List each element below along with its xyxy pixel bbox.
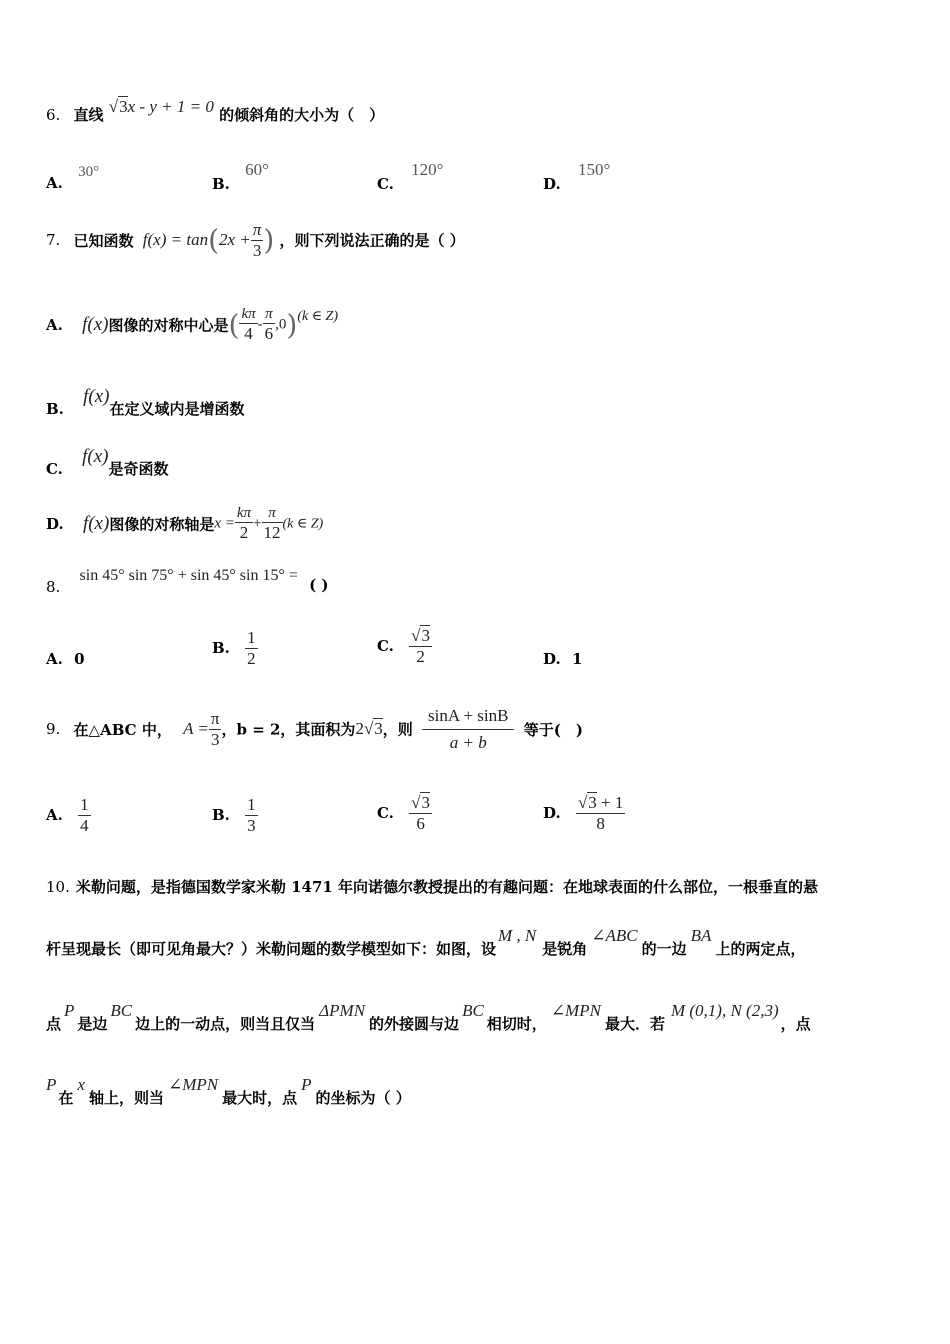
- q7-a-zero: ,0: [275, 316, 287, 333]
- q9-b-eq: ，b = 2，其面积为: [221, 720, 356, 739]
- q9-c-num: 3: [421, 793, 430, 812]
- q9-fden: a + b: [422, 729, 514, 753]
- q10-l3-BC2: BC: [462, 1001, 484, 1020]
- q8-expression: sin 45° sin 75° + sin 45° sin 15° =: [79, 567, 298, 584]
- q6-option-d-value: 150°: [577, 160, 611, 179]
- q10-l3-MN-coords: M (0,1), N (2,3): [670, 1001, 779, 1020]
- q10-l3-P: P: [64, 1001, 75, 1020]
- q6-option-a-value: 30°: [78, 164, 100, 180]
- q8-option-d-label: D.: [543, 650, 561, 668]
- q10-line-1-text: 米勒问题，是指德国数学家米勒 1471 年向诺德尔教授提出的有趣问题：在地球表面的什么部位，一根垂直的悬: [75, 878, 819, 896]
- q10-l2-ABC: ∠ABC: [591, 926, 638, 945]
- q9-a-num: 1: [80, 795, 89, 814]
- q7-d-twelve: 12: [263, 523, 281, 543]
- q6-option-a[interactable]: [46, 162, 100, 192]
- q7-option-a[interactable]: [46, 306, 338, 344]
- q6-option-d[interactable]: [543, 160, 611, 193]
- q10-l2-d: 上的两定点，: [715, 940, 806, 958]
- q9-d-den: 8: [576, 813, 625, 834]
- q9-d-num: 3: [588, 793, 597, 812]
- q9-three: 3: [209, 729, 222, 750]
- q10-l4-angle: ∠MPN: [167, 1075, 219, 1094]
- q6-tail: 的倾斜角的大小为（ ）: [219, 106, 385, 124]
- q8-c-num-wrap: √3: [411, 626, 430, 645]
- q9-option-d[interactable]: [543, 793, 625, 833]
- q9-b-num: 1: [247, 795, 256, 814]
- q8-b-den: 2: [247, 648, 256, 668]
- q8-option-d-value: 1: [571, 650, 583, 668]
- q8-option-b-label: B.: [212, 639, 230, 658]
- q8-number: 8.: [46, 578, 61, 596]
- q10-l3-c: 边上的一动点，则当且仅当: [135, 1015, 316, 1033]
- q8-option-d[interactable]: [543, 650, 582, 668]
- q8-c-den: 2: [409, 646, 432, 667]
- q7-a-kpi-over-4: [239, 306, 257, 344]
- q6-option-b[interactable]: [212, 160, 269, 193]
- q10-l2-a: 杆呈现最长（即可见角最大？）米勒问题的数学模型如下：如图，设: [46, 940, 497, 958]
- q9-option-c-label: C.: [377, 804, 394, 823]
- q10-l4-a: 在: [58, 1089, 74, 1107]
- q7-d-kpi-over-2: [235, 505, 253, 543]
- q9-option-a[interactable]: [46, 795, 91, 835]
- q10-l2-c: 的一边: [641, 940, 687, 958]
- q10-l3-b: 是边: [77, 1015, 108, 1033]
- q7-lead: 已知函数: [73, 231, 134, 250]
- q9-pi: π: [210, 709, 220, 728]
- q7-option-c-text: 是奇函数: [108, 460, 169, 478]
- q7-pi: π: [252, 220, 262, 239]
- q9-d-num-wrap: √3 + 1: [577, 793, 624, 812]
- q10-line-1: [46, 876, 818, 897]
- q10-l3-PMN: ΔPMN: [319, 1001, 366, 1020]
- q6-option-c[interactable]: [377, 160, 444, 193]
- q10-l4-P2: P: [301, 1075, 312, 1094]
- q7-a-four: 4: [239, 323, 257, 344]
- q9-option-a-label: A.: [46, 806, 63, 825]
- q6-option-a-label: A.: [46, 174, 63, 192]
- q7-a-minus: -: [257, 316, 263, 333]
- q7-a-rparen: ): [286, 308, 298, 342]
- q9-option-b[interactable]: [212, 795, 258, 835]
- q7-a-cond: (k ∈ Z): [297, 309, 338, 325]
- q8-option-c-fraction: [409, 626, 432, 666]
- q6-option-d-label: D.: [543, 175, 561, 193]
- q7-d-xeq: x =: [214, 515, 235, 532]
- q10-line-4: [46, 1074, 411, 1107]
- q7-tail: ，则下列说法正确的是（ ）: [279, 231, 465, 250]
- q6-eq-rest: x - y + 1 = 0: [127, 97, 214, 116]
- q9-option-a-fraction: [78, 795, 91, 835]
- q9-lead: 在△ABC 中，: [73, 720, 172, 739]
- q7-option-c-fx: f(x): [82, 446, 109, 467]
- q7-option-d-text: 图像的对称轴是: [109, 515, 215, 534]
- q10-line-2: [46, 925, 806, 958]
- q6-eq-sqrt3: 3: [119, 97, 128, 116]
- q6-option-c-label: C.: [377, 175, 394, 193]
- q10-l2-MN: M , N: [498, 926, 537, 945]
- q7-option-d-label: D.: [46, 514, 64, 533]
- q9-fnum: sinA + sinB: [428, 706, 509, 725]
- q7-a-lparen: (: [228, 308, 240, 342]
- q8-c-num: 3: [421, 626, 430, 645]
- q7-option-b-fx: f(x): [83, 386, 110, 407]
- q9-stem: [46, 706, 583, 752]
- q7-a-pi: π: [265, 306, 273, 322]
- q8-option-c[interactable]: [377, 626, 432, 666]
- q6-equation: √3x - y + 1 = 0: [108, 97, 214, 116]
- q8-option-b-fraction: [245, 628, 258, 668]
- q7-option-a-fx: f(x): [82, 313, 109, 335]
- q8-stem: [46, 566, 329, 596]
- q10-number: 10.: [46, 878, 70, 896]
- q7-option-a-label: A.: [46, 315, 63, 334]
- q8-b-num: 1: [247, 628, 256, 647]
- q7-a-kpi: kπ: [241, 306, 256, 322]
- q7-option-b-label: B.: [46, 400, 64, 418]
- q10-l4-c: 最大时，点: [222, 1089, 298, 1107]
- q6-option-b-value: 60°: [245, 160, 269, 179]
- q10-l3-d: 的外接圆与边: [369, 1015, 460, 1033]
- q9-tail: 等于( ): [523, 720, 583, 739]
- q9-option-b-fraction: [245, 795, 258, 835]
- q8-tail: ( ): [309, 576, 329, 594]
- q7-option-d-fx: f(x): [82, 512, 110, 534]
- q7-f-lhs: f(x) = tan: [142, 230, 209, 250]
- q9-option-d-label: D.: [543, 804, 561, 823]
- q7-option-a-text: 图像的对称中心是: [108, 316, 229, 335]
- q10-l4-P: P: [46, 1075, 57, 1094]
- q9-option-c-fraction: [409, 793, 432, 833]
- q9-area-2: 2: [355, 719, 364, 739]
- q7-d-two: 2: [235, 522, 253, 543]
- q8-option-b[interactable]: [212, 628, 258, 668]
- q7-d-plus: +: [253, 515, 262, 532]
- q9-c-num-wrap: √3: [411, 793, 430, 812]
- q9-fraction: [422, 706, 514, 752]
- q6-option-c-value: 120°: [411, 160, 444, 179]
- q9-pi-over-3: [209, 709, 222, 749]
- q7-option-c-label: C.: [46, 460, 63, 478]
- q10-l3-BC: BC: [110, 1001, 133, 1020]
- q9-area-3: 3: [374, 719, 383, 739]
- q7-lparen: (: [208, 223, 220, 257]
- q10-l2-b: 是锐角: [542, 940, 588, 958]
- q6-stem: [46, 97, 385, 125]
- q8-option-c-label: C.: [377, 637, 394, 656]
- q10-l3-e: 相切时，: [486, 1015, 547, 1033]
- q7-d-pi: π: [268, 505, 276, 521]
- q7-d-cond: (k ∈ Z): [282, 516, 324, 532]
- q10-l4-b: 轴上，则当: [88, 1089, 164, 1107]
- q9-b-den: 3: [247, 815, 256, 835]
- q7-stem: [46, 220, 465, 260]
- q9-A-eq: A =: [183, 719, 209, 739]
- q10-l3-f: 最大．若: [604, 1015, 665, 1033]
- q6-option-b-label: B.: [212, 175, 230, 193]
- q7-option-b[interactable]: [46, 386, 245, 418]
- q9-number: 9.: [46, 720, 61, 739]
- q9-then: ，则: [382, 720, 413, 739]
- q7-number: 7.: [46, 231, 61, 250]
- q10-l3-a: 点: [46, 1015, 62, 1033]
- q7-option-d[interactable]: [46, 505, 323, 543]
- q10-l4-x: x: [77, 1075, 85, 1094]
- q8-option-a-value: 0: [74, 650, 85, 668]
- q9-area: 2√3: [355, 719, 383, 739]
- q9-a-den: 4: [80, 815, 89, 835]
- q7-a-pi-over-6: [263, 306, 276, 344]
- q7-a-six: 6: [264, 324, 274, 344]
- q9-option-c[interactable]: [377, 793, 432, 833]
- q10-line-3: [46, 1000, 811, 1033]
- q6-lead: 直线: [73, 106, 104, 124]
- q10-l3-angle: ∠MPN: [550, 1001, 601, 1020]
- q7-rparen: ): [263, 223, 275, 257]
- q7-option-b-text: 在定义域内是增函数: [109, 400, 245, 418]
- q10-l2-BA: BA: [690, 926, 712, 945]
- q10-l4-d: 的坐标为（ ）: [315, 1089, 411, 1107]
- q9-d-plus: + 1: [596, 793, 624, 812]
- q9-c-den: 6: [409, 813, 432, 834]
- q7-three: 3: [251, 240, 264, 261]
- q9-option-b-label: B.: [212, 806, 230, 825]
- q9-option-d-fraction: [576, 793, 625, 833]
- q7-arg: 2x +: [219, 230, 251, 250]
- q7-pi-over-3: [251, 220, 264, 260]
- q7-d-kpi: kπ: [236, 505, 252, 521]
- q8-option-a[interactable]: [46, 650, 85, 668]
- q7-d-pi-over-12: [262, 505, 283, 543]
- q8-option-a-label: A.: [46, 650, 63, 668]
- q10-l3-g: ，点: [780, 1015, 811, 1033]
- q7-option-c[interactable]: [46, 446, 169, 478]
- q6-number: 6.: [46, 106, 61, 124]
